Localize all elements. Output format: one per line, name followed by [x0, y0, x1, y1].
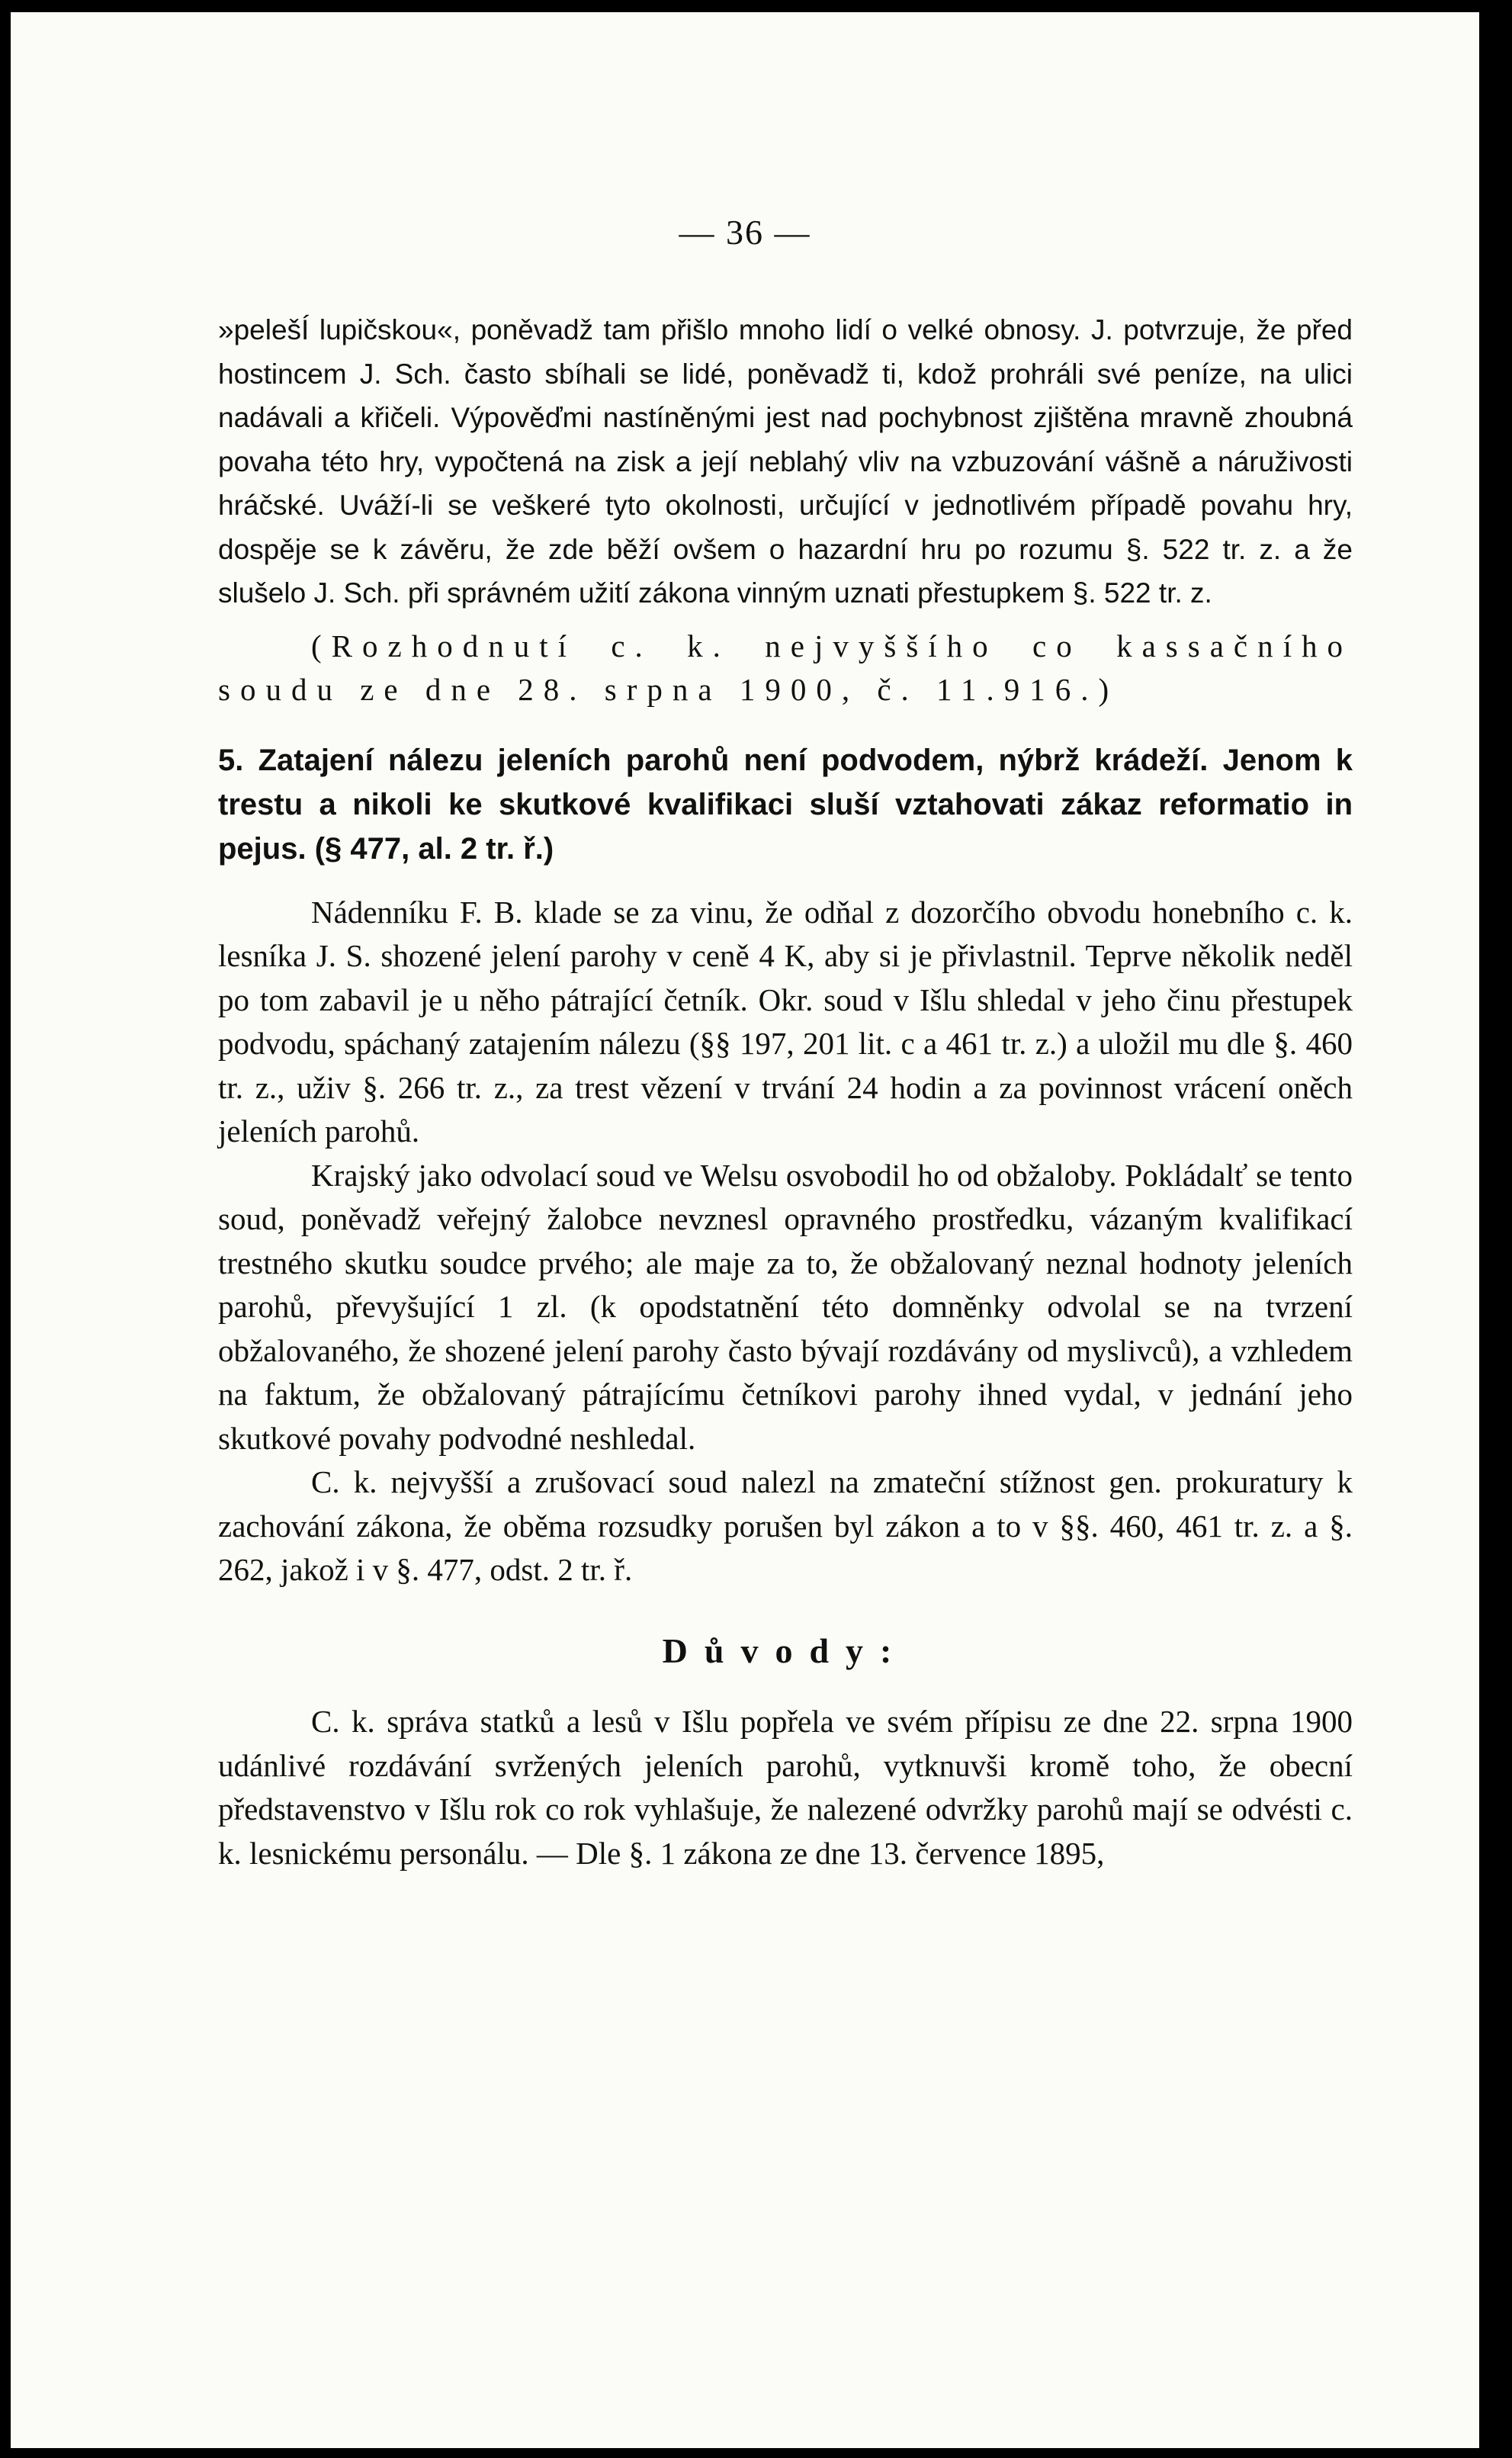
page-number: — 36 — — [679, 213, 811, 252]
page-body — [218, 308, 1353, 1875]
paragraph-facts: Nádenníku F. B. klade se za vinu, že odňal z dozorčího obvodu honebního c. k. lesníka J. S. shozené jelení parohy v ceně 4 K, aby si je přivlastnil. Teprve několik neděl po tom zabavil je u něho pátrající četník. Okr. soud v Išlu shledal v jeho činu přestupek podvodu, spáchaný zatajením nálezu (§§ 197, 201 lit. c a 461 tr. z.) a uložil mu dle §. 460 tr. z., uživ §. 266 tr. z., za trest vězení v trvání 24 hodin a za povinnost vrácení oněch jeleních parohů. — [218, 894, 1353, 1149]
paragraph-decision-citation: (Rozhodnutí c. k. nejvyššího co kassačního soudu ze dne 28. srpna 1900, č. 11.916.) — [218, 628, 1353, 707]
paragraph-supreme-court: C. k. nejvyšší a zrušovací soud nalezl na zmateční stížnost gen. prokuratury k zachování zákona, že oběma rozsudky porušen byl zákon a to v §§. 460, 461 tr. z. a §. 262, jakož i v §. 477, odst. 2 tr. ř. — [218, 1464, 1353, 1587]
heading-duvody: Důvody: — [662, 1631, 909, 1670]
book-page — [11, 12, 1479, 2448]
paragraph-appeal: Krajský jako odvolací soud ve Welsu osvobodil ho od obžaloby. Pokládalť se tento soud, poněvadž veřejný žalobce nevznesl opravného prostředku, vázaným kvalifikací trestného skutku soudce prvého; ale maje za to, že obžalovaný neznal hodnoty jeleních parohů, převyšující 1 zl. (k opodstatnění této domněnky odvolal se na tvrzení obžalovaného, že shozené jelení parohy často bývají rozdávány od myslivců), a vzhledem na faktum, že obžalovaný pátrajícímu četníkovi parohy ihned vydal, v jednání jeho skutkové povahy podvodné neshledal. — [218, 1157, 1353, 1456]
paragraph-reasons: C. k. správa statků a lesů v Išlu popřela ve svém přípisu ze dne 22. srpna 1900 udánlivé rozdávání svržených jeleních parohů, vytknuvši kromě toho, že obecní představenstvo v Išlu rok co rok vyhlašuje, že nalezené odvržky parohů mají se odvésti c. k. lesnickému personálu. — Dle §. 1 zákona ze dne 13. července 1895, — [218, 1704, 1353, 1871]
paragraph-1: »pelešÍ lupičskou«, poněvadž tam přišlo mnoho lidí o velké obnosy. J. potvrzuje, že před hostincem J. Sch. často sbíhali se lidé, poněvadž ti, kdož prohráli své peníze, na ulici nadávali a křičeli. Výpověďmi nastíněnými jest nad pochybnost zjištěna mravně zhoubná povaha této hry, vypočtená na zisk a její neblahý vliv na vzbuzování vášně a náruživosti hráčské. Uváží-li se veškeré tyto okolnosti, určující v jednotlivém případě povahu hry, dospěje se k závěru, že zde běží ovšem o hazardní hru po rozumu §. 522 tr. z. a že slušelo J. Sch. při správném užití zákona vinným uznati přestupkem §. 522 tr. z. — [218, 314, 1353, 609]
paragraph-headnote: 5. Zatajení nálezu jeleních parohů není podvodem, nýbrž krádeží. Jenom k trestu a nikoli ke skutkové kvalifikaci sluší vztahovati zákaz reformatio in pejus. (§ 477, al. 2 tr. ř.) — [218, 743, 1353, 866]
